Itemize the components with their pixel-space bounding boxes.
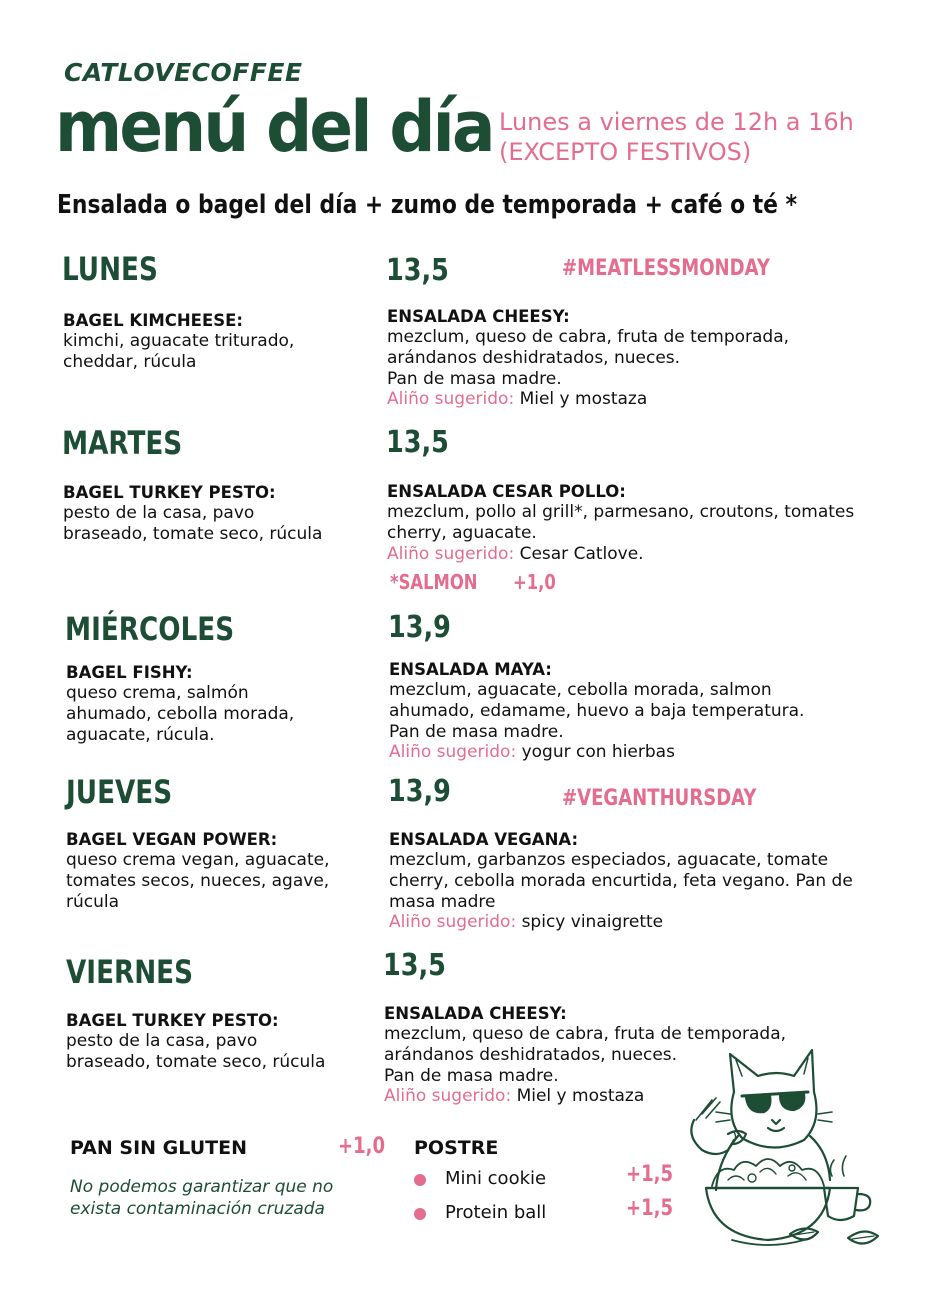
dressing-label: Aliño sugerido: — [384, 1086, 512, 1107]
bagel-name: BAGEL TURKEY PESTO: — [66, 1011, 279, 1030]
bagel-name: BAGEL FISHY: — [66, 663, 193, 682]
salad-name: ENSALADA CHEESY: — [384, 1004, 567, 1023]
dessert-protein-ball: Protein ball — [445, 1202, 547, 1223]
gluten-free-price: +1,0 — [338, 1134, 386, 1159]
menu-subtitle: Ensalada o bagel del día + zumo de temporada + café o té * — [57, 190, 798, 220]
opening-hours — [499, 107, 854, 167]
salad-bread: Pan de masa madre. — [387, 368, 562, 389]
salad-miercoles — [389, 659, 859, 763]
bagel-description: kimchi, aguacate triturado, cheddar, rúcula — [63, 331, 295, 372]
dressing-value: Cesar Catlove. — [519, 543, 644, 564]
bagel-name: BAGEL TURKEY PESTO: — [63, 483, 276, 502]
hashtag-jueves: #VEGANTHURSDAY — [562, 786, 757, 811]
cross-contamination-note: No podemos garantizar que no exista contaminación cruzada — [70, 1177, 334, 1219]
bullet-icon — [414, 1174, 426, 1186]
bagel-miercoles — [66, 662, 336, 745]
dessert-protein-ball-price: +1,5 — [626, 1196, 674, 1221]
bagel-jueves — [66, 829, 336, 912]
dressing-label: Aliño sugerido: — [387, 543, 515, 564]
hashtag-lunes: #MEATLESSMONDAY — [562, 256, 770, 281]
bagel-lunes — [63, 310, 343, 373]
bagel-description: pesto de la casa, pavo braseado, tomate seco, rúcula — [63, 503, 323, 544]
price-lunes: 13,5 — [386, 253, 449, 288]
page-title: menú del día — [55, 86, 493, 168]
bullet-icon — [414, 1208, 426, 1220]
dessert-label: POSTRE — [414, 1137, 499, 1159]
price-martes: 13,5 — [386, 425, 449, 460]
price-miercoles: 13,9 — [388, 610, 451, 645]
dessert-mini-cookie: Mini cookie — [445, 1168, 547, 1189]
cat-salad-illustration-icon — [672, 1040, 887, 1260]
salad-bread: Pan de masa madre. — [384, 1065, 559, 1086]
day-heading-lunes: LUNES — [62, 250, 158, 288]
day-heading-jueves: JUEVES — [66, 773, 173, 811]
salad-name: ENSALADA CHEESY: — [387, 307, 570, 326]
day-heading-viernes: VIERNES — [66, 953, 193, 991]
salad-dressing — [389, 742, 859, 763]
salad-jueves — [389, 829, 881, 933]
salad-description: mezclum, queso de cabra, fruta de temporada, arándanos deshidratados, nueces. — [384, 1024, 787, 1065]
brand-logo: CATLOVECOFFEE — [64, 58, 303, 87]
salad-dressing — [389, 912, 881, 933]
salad-name: ENSALADA MAYA: — [389, 660, 552, 679]
day-heading-martes: MARTES — [62, 424, 183, 462]
dressing-label: Aliño sugerido: — [389, 742, 517, 763]
day-heading-miercoles: MIÉRCOLES — [65, 610, 235, 648]
salad-name: ENSALADA CESAR POLLO: — [387, 482, 626, 501]
dressing-value: spicy vinaigrette — [521, 912, 664, 933]
salad-lunes — [387, 306, 857, 410]
bagel-martes — [63, 482, 323, 545]
salad-description: mezclum, pollo al grill*, parmesano, croutons, tomates cherry, aguacate. — [387, 502, 855, 543]
bagel-name: BAGEL VEGAN POWER: — [66, 830, 278, 849]
price-jueves: 13,9 — [388, 774, 451, 809]
salad-dressing — [387, 544, 857, 565]
dressing-value: Miel y mostaza — [516, 1086, 645, 1107]
bagel-description: pesto de la casa, pavo braseado, tomate seco, rúcula — [66, 1031, 326, 1072]
salad-name: ENSALADA VEGANA: — [389, 830, 579, 849]
bagel-description: queso crema vegan, aguacate, tomates secos, nueces, agave, rúcula — [66, 850, 330, 912]
dressing-value: yogur con hierbas — [521, 742, 675, 763]
bagel-viernes — [66, 1010, 326, 1073]
dessert-mini-cookie-price: +1,5 — [626, 1162, 674, 1187]
dressing-value: Miel y mostaza — [519, 389, 648, 410]
price-viernes: 13,5 — [383, 948, 446, 983]
salad-dressing — [387, 389, 857, 410]
salad-description: mezclum, aguacate, cebolla morada, salmon ahumado, edamame, huevo a baja temperatura. — [389, 680, 805, 721]
gluten-free-label: PAN SIN GLUTEN — [70, 1137, 247, 1159]
bagel-description: queso crema, salmón ahumado, cebolla morada, aguacate, rúcula. — [66, 683, 295, 745]
salad-bread: Pan de masa madre. — [389, 721, 564, 742]
salad-description: mezclum, queso de cabra, fruta de temporada, arándanos deshidratados, nueces. — [387, 327, 790, 368]
extra-salmon-label: *SALMON — [390, 570, 478, 594]
dressing-label: Aliño sugerido: — [389, 912, 517, 933]
opening-hours-days: Lunes a viernes de 12h a 16h — [499, 108, 854, 136]
salad-martes — [387, 481, 857, 565]
dressing-label: Aliño sugerido: — [387, 389, 515, 410]
salad-description: mezclum, garbanzos especiados, aguacate, tomate cherry, cebolla morada encurtida, feta vegano. Pan de masa madre — [389, 850, 853, 912]
opening-hours-exception: (EXCEPTO FESTIVOS) — [499, 138, 752, 166]
bagel-name: BAGEL KIMCHEESE: — [63, 311, 243, 330]
extra-salmon-price: +1,0 — [513, 570, 556, 594]
